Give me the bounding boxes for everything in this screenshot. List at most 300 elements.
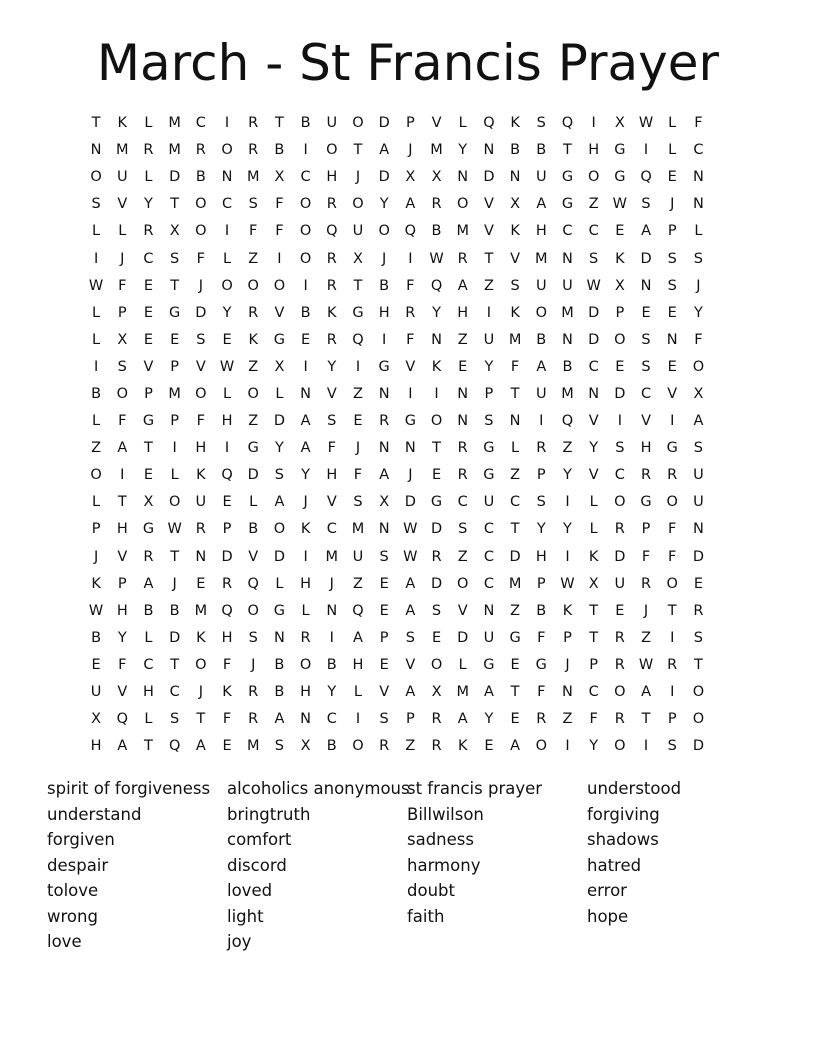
grid-letter: L <box>589 521 598 538</box>
grid-letter: C <box>483 521 494 538</box>
grid-letter: R <box>143 142 154 159</box>
grid-letter: I <box>643 142 649 159</box>
grid-letter: V <box>195 358 206 375</box>
grid-letter: M <box>561 304 574 321</box>
grid-letter: A <box>536 196 547 213</box>
grid-row <box>83 544 712 571</box>
grid-letter: L <box>589 494 598 511</box>
grid-letter: V <box>326 385 337 402</box>
grid-letter: S <box>667 250 677 267</box>
grid-letter: N <box>457 385 469 402</box>
grid-letter: L <box>275 575 284 592</box>
grid-letter: F <box>694 331 703 348</box>
grid-letter: W <box>88 602 104 619</box>
grid-letter: U <box>535 385 547 402</box>
grid-letter: H <box>300 684 312 701</box>
grid-letter: J <box>565 656 570 673</box>
grid-letter: P <box>563 629 572 646</box>
grid-letter: K <box>588 548 599 565</box>
grid-letter: Z <box>510 467 521 484</box>
grid-letter: B <box>91 629 102 646</box>
grid-letter: E <box>222 494 232 511</box>
grid-letter: X <box>169 223 180 240</box>
grid-letter: S <box>274 467 285 484</box>
grid-letter: U <box>535 169 547 186</box>
grid-letter: I <box>277 250 282 267</box>
grid-letter: C <box>483 575 494 592</box>
grid-letter: B <box>91 385 102 402</box>
grid-letter: V <box>405 358 416 375</box>
grid-letter: S <box>248 196 258 213</box>
grid-letter: Y <box>327 358 337 375</box>
grid-letter: R <box>457 440 468 457</box>
grid-row <box>83 652 712 679</box>
grid-letter: P <box>641 521 651 538</box>
grid-letter: V <box>274 304 285 321</box>
grid-letter: G <box>614 142 626 159</box>
grid-letter: S <box>641 196 651 213</box>
grid-letter: M <box>508 331 522 348</box>
grid-letter: S <box>170 711 180 728</box>
grid-letter: O <box>614 684 626 701</box>
grid-letter: I <box>486 304 492 321</box>
grid-letter: G <box>614 169 626 186</box>
grid-letter: D <box>404 494 416 511</box>
grid-letter: Z <box>248 413 259 430</box>
grid-letter: V <box>588 413 599 430</box>
grid-letter: C <box>640 385 652 402</box>
grid-letter: U <box>352 223 364 240</box>
grid-letter: J <box>382 250 387 267</box>
grid-letter: Y <box>274 440 284 457</box>
grid-letter: O <box>666 494 678 511</box>
grid-letter: O <box>614 331 626 348</box>
grid-letter: E <box>431 467 442 484</box>
grid-letter: O <box>535 738 547 755</box>
grid-letter: O <box>587 169 600 186</box>
word-list-item: alcoholics anonymous <box>227 779 410 798</box>
grid-letter: G <box>352 304 364 321</box>
grid-letter: X <box>143 494 154 511</box>
grid-letter: O <box>352 738 364 755</box>
grid-letter: H <box>640 440 652 457</box>
grid-letter: B <box>274 656 285 673</box>
grid-letter: A <box>641 223 651 240</box>
grid-letter: I <box>224 223 230 240</box>
grid-letter: U <box>483 494 495 511</box>
grid-letter: O <box>273 521 286 538</box>
grid-letter: Q <box>404 223 417 240</box>
grid-letter: F <box>668 548 677 565</box>
grid-letter: N <box>509 413 521 430</box>
grid-letter: B <box>431 223 442 240</box>
grid-letter: N <box>378 521 390 538</box>
grid-letter: G <box>666 440 678 457</box>
word-list-item: forgiving <box>587 804 660 824</box>
grid-letter: W <box>167 521 182 538</box>
grid-letter: X <box>405 169 416 186</box>
grid-letter: Y <box>693 304 703 321</box>
grid-letter: N <box>692 521 704 538</box>
grid-letter: W <box>403 548 418 565</box>
grid-letter: A <box>405 684 416 701</box>
grid-letter: F <box>196 250 206 267</box>
grid-letter: R <box>431 196 442 213</box>
grid-letter: E <box>196 575 206 592</box>
grid-letter: I <box>93 358 99 375</box>
grid-letter: L <box>144 115 153 132</box>
grid-letter: Y <box>563 467 572 484</box>
grid-letter: N <box>483 142 495 159</box>
grid-row <box>83 625 712 652</box>
grid-letter: M <box>168 385 181 402</box>
grid-letter: D <box>614 385 626 402</box>
grid-letter: I <box>565 738 570 755</box>
grid-letter: X <box>614 277 625 294</box>
grid-letter: W <box>560 575 575 592</box>
grid-letter: A <box>483 684 494 701</box>
grid-letter: A <box>641 684 651 701</box>
grid-letter: T <box>510 521 520 538</box>
grid-row <box>83 598 712 625</box>
grid-letter: F <box>196 413 206 430</box>
grid-letter: J <box>172 575 177 592</box>
grid-letter: F <box>118 413 127 430</box>
grid-letter: N <box>326 602 338 619</box>
grid-letter: A <box>457 711 468 728</box>
grid-letter: M <box>194 602 208 619</box>
grid-letter: O <box>299 196 312 213</box>
grid-letter: I <box>224 115 230 132</box>
word-list-item: forgiven <box>47 830 115 849</box>
grid-letter: R <box>667 656 678 673</box>
word-list-item: loved <box>227 881 273 900</box>
grid-letter: E <box>143 331 154 348</box>
word-list-item: hatred <box>587 855 642 875</box>
grid-letter: G <box>535 656 547 673</box>
grid-letter: H <box>588 142 600 159</box>
grid-letter: S <box>353 494 363 511</box>
grid-letter: I <box>643 738 649 755</box>
grid-letter: Y <box>458 142 468 159</box>
grid-letter: P <box>484 385 494 402</box>
grid-letter: F <box>118 656 127 673</box>
grid-letter: L <box>301 602 310 619</box>
grid-letter: E <box>510 656 520 673</box>
grid-letter: N <box>562 250 573 267</box>
grid-letter: V <box>143 358 154 375</box>
grid-letter: E <box>170 331 180 348</box>
grid-row <box>83 354 712 381</box>
grid-letter: U <box>535 277 547 294</box>
grid-letter: P <box>536 575 546 592</box>
grid-letter: F <box>589 711 598 728</box>
grid-letter: G <box>483 440 495 457</box>
grid-letter: U <box>90 684 102 701</box>
grid-letter: X <box>614 115 625 132</box>
grid-letter: E <box>91 656 101 673</box>
grid-letter: X <box>588 575 599 592</box>
grid-letter: I <box>670 413 675 430</box>
grid-row <box>83 462 712 489</box>
grid-letter: S <box>536 115 546 132</box>
grid-letter: O <box>299 656 312 673</box>
grid-letter: N <box>431 331 442 348</box>
grid-letter: S <box>536 494 546 511</box>
grid-letter: Q <box>430 277 443 294</box>
grid-letter: R <box>640 575 652 592</box>
grid-letter: W <box>638 115 654 132</box>
grid-letter: M <box>116 142 129 159</box>
grid-letter: D <box>692 548 704 565</box>
grid-letter: O <box>195 196 207 213</box>
grid-row <box>83 733 712 760</box>
grid-letter: O <box>247 602 259 619</box>
grid-letter: G <box>378 358 390 375</box>
grid-letter: S <box>196 331 206 348</box>
grid-letter: Q <box>168 738 181 755</box>
grid-letter: Q <box>561 413 574 430</box>
grid-letter: Y <box>563 521 572 538</box>
grid-letter: L <box>144 711 153 728</box>
grid-letter: W <box>429 250 444 267</box>
grid-letter: I <box>172 440 177 457</box>
grid-letter: S <box>693 440 704 457</box>
grid-letter: V <box>405 656 416 673</box>
grid-letter: R <box>667 467 678 484</box>
grid-letter: K <box>615 250 625 267</box>
grid-letter: J <box>696 277 701 294</box>
grid-letter: T <box>589 602 599 619</box>
grid-letter: E <box>143 277 154 294</box>
grid-letter: S <box>510 277 520 294</box>
grid-letter: D <box>378 115 390 132</box>
grid-letter: J <box>120 250 125 267</box>
grid-letter: N <box>378 440 390 457</box>
grid-letter: J <box>251 656 256 673</box>
grid-letter: D <box>640 250 652 267</box>
grid-letter: U <box>352 548 364 565</box>
grid-letter: A <box>300 413 311 430</box>
grid-letter: P <box>589 656 599 673</box>
grid-letter: E <box>615 223 625 240</box>
grid-letter: N <box>666 331 678 348</box>
grid-letter: V <box>379 684 390 701</box>
word-list-item: tolove <box>47 881 99 900</box>
grid-letter: F <box>327 440 336 457</box>
grid-letter: N <box>457 169 469 186</box>
grid-letter: L <box>92 413 101 430</box>
grid-letter: Q <box>247 575 259 592</box>
grid-letter: T <box>196 711 206 728</box>
grid-letter: J <box>329 575 334 592</box>
grid-letter: B <box>326 656 337 673</box>
grid-letter: F <box>510 358 520 375</box>
grid-letter: P <box>667 223 677 240</box>
grid-letter: J <box>93 548 99 565</box>
grid-letter: O <box>614 738 626 755</box>
grid-letter: D <box>692 738 704 755</box>
grid-letter: I <box>408 250 413 267</box>
grid-letter: O <box>299 250 312 267</box>
grid-letter: L <box>170 467 179 484</box>
grid-letter: T <box>91 115 101 132</box>
grid-letter: R <box>431 548 442 565</box>
grid-letter: N <box>692 169 704 186</box>
grid-letter: L <box>249 494 258 511</box>
grid-letter: Y <box>117 629 127 646</box>
grid-letter: K <box>510 115 520 132</box>
grid-letter: H <box>221 629 233 646</box>
grid-letter: J <box>198 277 203 294</box>
grid-letter: Z <box>641 629 651 646</box>
grid-letter: F <box>249 223 258 240</box>
grid-row <box>83 408 712 435</box>
grid-letter: P <box>117 575 127 592</box>
grid-letter: S <box>170 250 180 267</box>
grid-letter: D <box>378 169 390 186</box>
grid-letter: A <box>117 738 128 755</box>
grid-letter: T <box>274 115 284 132</box>
grid-letter: R <box>326 277 337 294</box>
grid-letter: M <box>325 548 339 565</box>
grid-letter: E <box>667 304 677 321</box>
grid-letter: Y <box>589 738 599 755</box>
grid-letter: Y <box>222 304 232 321</box>
grid-letter: N <box>378 385 390 402</box>
grid-letter: E <box>222 738 232 755</box>
word-column <box>407 776 587 955</box>
grid-letter: S <box>274 738 285 755</box>
grid-letter: X <box>274 358 285 375</box>
grid-letter: J <box>408 467 413 484</box>
grid-letter: C <box>562 223 573 240</box>
grid-letter: N <box>509 169 521 186</box>
word-list-item: Billwilson <box>407 804 484 824</box>
grid-letter: R <box>614 656 625 673</box>
grid-letter: K <box>457 738 468 755</box>
grid-letter: N <box>483 602 495 619</box>
grid-letter: E <box>353 413 363 430</box>
grid-letter: I <box>303 358 308 375</box>
grid-letter: K <box>248 331 258 348</box>
grid-letter: Y <box>484 711 494 728</box>
grid-letter: Z <box>562 440 573 457</box>
grid-letter: Y <box>589 440 599 457</box>
grid-letter: R <box>536 440 547 457</box>
grid-letter: B <box>536 331 547 348</box>
grid-letter: R <box>326 331 337 348</box>
grid-letter: C <box>143 656 154 673</box>
grid-letter: R <box>405 304 416 321</box>
grid-letter: J <box>408 142 413 159</box>
grid-letter: L <box>144 169 153 186</box>
grid-letter: U <box>693 494 704 511</box>
grid-letter: G <box>142 413 155 430</box>
grid-letter: X <box>431 684 442 701</box>
grid-letter: K <box>327 304 337 321</box>
word-list-item: bringtruth <box>227 804 311 824</box>
grid-letter: O <box>352 196 364 213</box>
grid-letter: B <box>300 304 311 321</box>
grid-letter: V <box>641 413 651 430</box>
grid-letter: W <box>638 656 654 673</box>
grid-letter: I <box>329 629 334 646</box>
grid-letter: T <box>353 142 363 159</box>
grid-letter: Q <box>116 711 128 728</box>
word-list-item: understood <box>587 779 682 798</box>
grid-letter: O <box>90 169 102 186</box>
grid-letter: H <box>90 738 102 755</box>
grid-letter: T <box>510 684 520 701</box>
grid-letter: B <box>195 169 206 186</box>
grid-letter: L <box>694 223 703 240</box>
grid-letter: C <box>614 467 625 484</box>
grid-letter: R <box>248 142 259 159</box>
grid-letter: D <box>430 575 443 592</box>
grid-letter: W <box>88 277 104 294</box>
grid-letter: X <box>300 738 311 755</box>
grid-letter: E <box>458 358 468 375</box>
grid-letter: W <box>612 196 628 213</box>
grid-letter: A <box>274 494 285 511</box>
grid-letter: I <box>434 385 439 402</box>
grid-letter: E <box>431 629 442 646</box>
grid-letter: N <box>300 385 312 402</box>
grid-row <box>83 245 712 272</box>
grid-letter: C <box>195 115 206 132</box>
grid-letter: Z <box>353 575 363 592</box>
grid-letter: F <box>275 196 284 213</box>
grid-letter: R <box>248 115 259 132</box>
word-list-item: doubt <box>407 881 455 900</box>
grid-letter: N <box>404 440 416 457</box>
grid-letter: I <box>303 277 308 294</box>
grid-letter: Z <box>248 250 259 267</box>
grid-letter: F <box>537 629 546 646</box>
grid-letter: U <box>562 277 573 294</box>
grid-letter: F <box>353 467 363 484</box>
grid-letter: R <box>195 142 206 159</box>
grid-letter: K <box>562 602 573 619</box>
grid-letter: O <box>195 656 207 673</box>
grid-letter: O <box>352 115 364 132</box>
grid-letter: T <box>144 738 153 755</box>
grid-letter: G <box>404 413 416 430</box>
grid-letter: K <box>117 115 128 132</box>
grid-letter: E <box>510 711 520 728</box>
grid-letter: C <box>300 169 311 186</box>
grid-letter: B <box>169 602 180 619</box>
grid-letter: B <box>536 142 547 159</box>
grid-letter: I <box>670 629 675 646</box>
grid-letter: E <box>615 602 625 619</box>
grid-letter: D <box>588 331 600 348</box>
grid-letter: S <box>117 358 127 375</box>
grid-letter: L <box>92 304 101 321</box>
grid-letter: O <box>90 467 102 484</box>
grid-letter: A <box>274 711 285 728</box>
grid-letter: V <box>483 196 494 213</box>
grid-letter: L <box>275 385 284 402</box>
grid-letter: R <box>379 413 390 430</box>
grid-letter: A <box>693 413 704 430</box>
grid-letter: H <box>352 656 364 673</box>
grid-letter: I <box>355 711 361 728</box>
grid-letter: R <box>143 223 154 240</box>
grid-letter: U <box>195 494 207 511</box>
grid-row <box>83 435 712 462</box>
